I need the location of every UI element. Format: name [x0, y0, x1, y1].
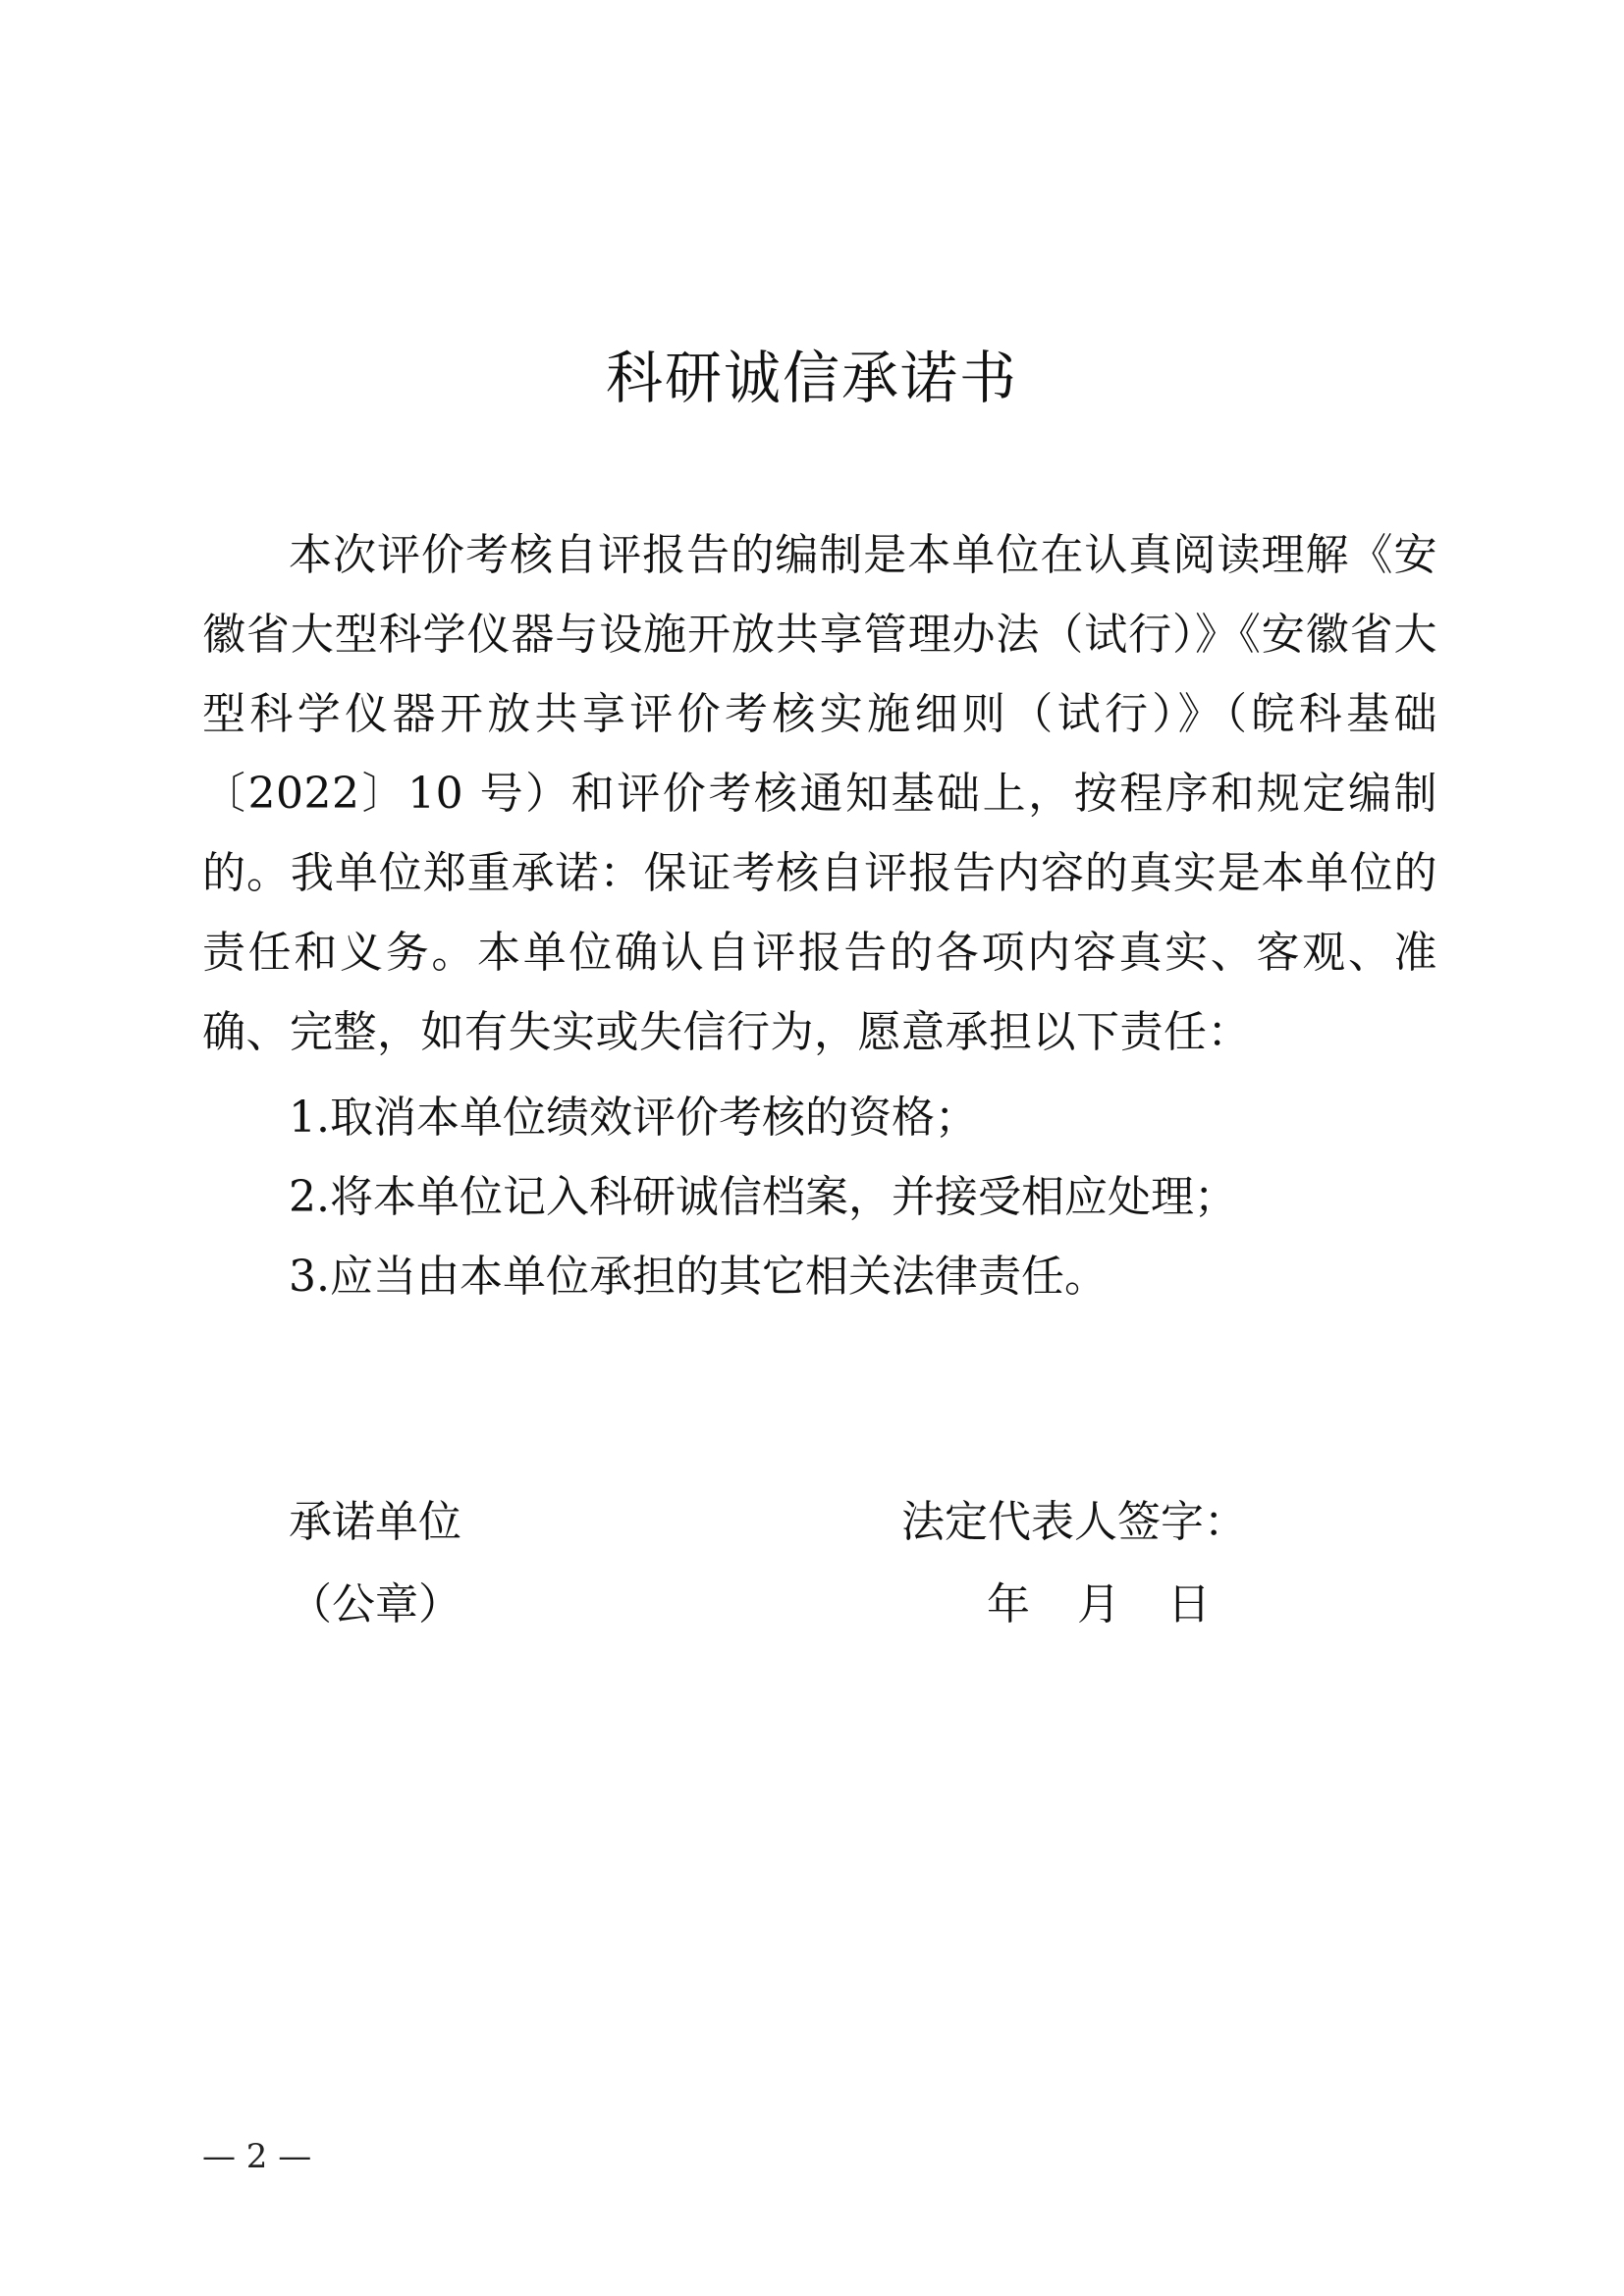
signature-unit-label: 承诺单位: [289, 1497, 461, 1547]
commitment-paragraph: 本次评价考核自评报告的编制是本单位在认真阅读理解《安徽省大型科学仪器与设施开放共享管理办法（试行）》《安徽省大型科学仪器开放共享评价考核实施细则（试行）》（皖科基础〔2022〕10 号）和评价考核通知基础上，按程序和规定编制的。我单位郑重承诺：保证考核自评报告内容的真实是本单位的责任和义务。本单位确认自评报告的各项内容真实、客观、准确、完整，如有失实或失信行为，愿意承担以下责任：: [202, 530, 1437, 1057]
document-title: 科研诚信承诺书: [605, 345, 1018, 411]
list-item: 1.取消本单位绩效评价考核的资格；: [289, 1093, 978, 1143]
list-item: 2.将本单位记入科研诚信档案，并接受相应处理；: [289, 1172, 1237, 1222]
signature-seal-label: （公章）: [289, 1579, 461, 1629]
list-item: 3.应当由本单位承担的其它相关法律责任。: [289, 1252, 1108, 1302]
signature-representative-label: 法定代表人签字：: [901, 1497, 1247, 1547]
page-number: — 2 —: [202, 2137, 312, 2176]
signature-date-label: 年 月 日: [987, 1579, 1213, 1629]
